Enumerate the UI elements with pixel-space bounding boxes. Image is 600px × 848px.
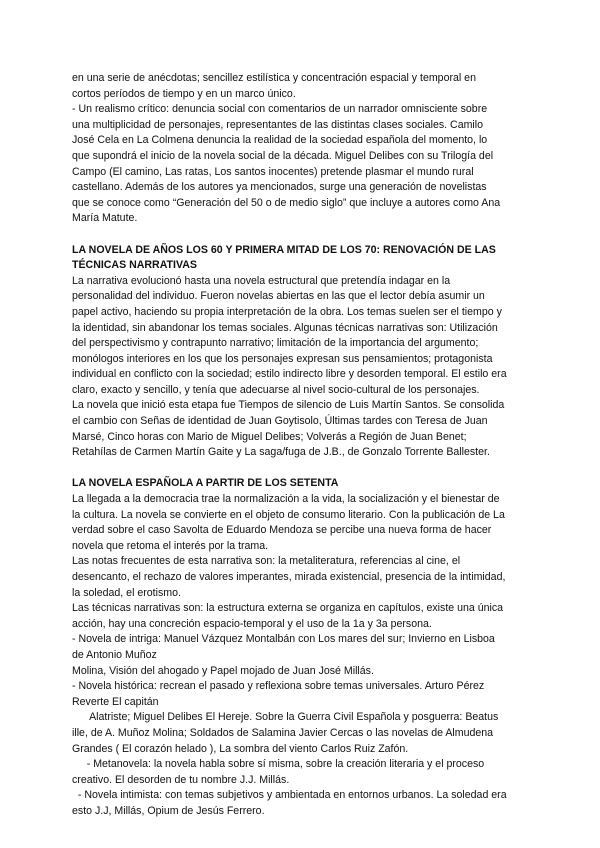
text-line: la soledad, el erotismo.	[72, 586, 181, 599]
section-spacer	[72, 461, 532, 477]
text-line: creativo. El desorden de tu nombre J.J. Millás.	[72, 773, 290, 786]
text-line: la identidad, sin abandonar los temas sociales. Algunas técnicas narrativas son: Utilización	[72, 321, 498, 334]
text-line: la cultura. La novela se convierte en el objeto de consumo literario. Con la publicación de La	[72, 508, 505, 521]
text-line: La llegada a la democracia trae la normalización a la vida, la socialización y el bienestar de	[72, 493, 500, 506]
text-line: cortos períodos de tiempo y en un marco único.	[72, 87, 296, 100]
text-line: papel activo, haciendo su propia interpretación de la obra. Los temas suelen ser el tiempo y	[72, 305, 502, 318]
text-line: Reverte El capitán	[72, 695, 159, 708]
text-line: - Novela de intriga: Manuel Vázquez Montalbán con Los mares del sur; Invierno en Lisboa	[72, 633, 495, 646]
text-line: José Cela en La Colmena denuncia la realidad de la sociedad española del momento, lo	[72, 134, 488, 147]
text-line: del perspectivismo y contrapunto narrativo; limitación de la importancia del argumento;	[72, 337, 479, 350]
text-line: novela que retoma el interés por la trama.	[72, 539, 269, 552]
text-line: personalidad del individuo. Fueron novelas abiertas en las que el lector debía asumir un	[72, 290, 485, 303]
document-page	[72, 71, 532, 820]
text-line: desencanto, el rechazo de valores imperantes, mirada existencial, presencia de la intimidad,	[72, 571, 506, 583]
text-line: verdad sobre el caso Savolta de Eduardo Mendoza se percibe una nueva forma de hacer	[72, 524, 492, 537]
text-line: el cambio con Señas de identidad de Juan Goytisolo, Últimas tardes con Teresa de Juan	[72, 415, 488, 428]
text-line: ille, de A. Muñoz Molina; Soldados de Salamina Javier Cercas o las novelas de Almudena	[72, 726, 494, 739]
section-heading: LA NOVELA DE AÑOS LOS 60 Y PRIMERA MITAD DE LOS 70: RENOVACIÓN DE LAS	[72, 243, 496, 256]
text-line: en una serie de anécdotas; sencillez estilística y concentración espacial y temporal en	[72, 72, 476, 84]
section-spacer	[72, 227, 532, 243]
text-line: María Matute.	[72, 212, 138, 225]
text-line: Alatriste; Miguel Delibes El Hereje. Sobre la Guerra Civil Española y posguerra: Beatus	[72, 711, 499, 724]
text-line: acción, hay una concreción espacio-temporal y el uso de la 1a y 3a persona.	[72, 617, 432, 630]
text-line: individual en conflicto con la sociedad; estilo indirecto libre y desorden temporal. El estilo era	[72, 368, 507, 381]
text-line: una multiplicidad de personajes, representantes de las distintas clases sociales. Camilo	[72, 118, 484, 131]
section-heading: LA NOVELA ESPAÑOLA A PARTIR DE LOS SETENTA	[72, 477, 339, 490]
text-line: La novela que inició esta etapa fue Tiempos de silencio de Luis Martín Santos. Se consolida	[72, 399, 505, 412]
section-heading: TÉCNICAS NARRATIVAS	[72, 259, 197, 272]
text-line: castellano. Además de los autores ya mencionados, surge una generación de novelistas	[72, 181, 487, 194]
text-line: esto J.J, Millás, Opium de Jesús Ferrero.	[72, 804, 265, 817]
text-line: monólogos interiores en los que los personajes expresan sus pensamientos; protagonista	[72, 352, 493, 365]
text-line: Campo (El camino, Las ratas, Los santos inocentes) pretende plasmar el mundo rural	[72, 165, 474, 178]
text-line: - Novela intimista: con temas subjetivos y ambientada en entornos urbanos. La soledad era	[72, 789, 507, 802]
text-line: Marsé, Cinco horas con Mario de Miguel Delibes; Volverás a Región de Juan Benet;	[72, 430, 467, 443]
text-line: Grandes ( El corazón helado ), La sombra del viento Carlos Ruiz Zafón.	[72, 742, 409, 755]
text-line: Retahílas de Carmen Martín Gaite y La saga/fuga de J.B., de Gonzalo Torrente Ballester.	[72, 446, 490, 459]
text-line: - Un realismo crítico: denuncia social con comentarios de un narrador omnisciente sobre	[72, 103, 488, 116]
text-line: que se conoce como “Generación del 50 o de medio siglo” que incluye a autores como Ana	[72, 196, 501, 209]
text-line: Las notas frecuentes de esta narrativa son: la metaliteratura, referencias al cine, el	[72, 555, 461, 568]
text-line: - Metanovela: la novela habla sobre sí misma, sobre la creación literaria y el proceso	[72, 758, 485, 771]
text-line: claro, exacto y sencillo, y tenía que adecuarse al nivel socio-cultural de los personajes.	[72, 383, 480, 396]
text-line: Molina, Visión del ahogado y Papel mojado de Juan José Millás.	[72, 664, 374, 677]
text-line: - Novela histórica: recrean el pasado y reflexiona sobre temas universales. Arturo Pérez	[72, 680, 485, 693]
text-line: que supondrá el inicio de la novela social de la década. Miguel Delibes con su Trilogía del	[72, 149, 494, 162]
text-line: La narrativa evolucionó hasta una novela estructural que pretendía indagar en la	[72, 274, 451, 287]
text-line: Las técnicas narrativas son: la estructura externa se organiza en capítulos, existe una única	[72, 602, 504, 615]
text-line: de Antonio Muñoz	[72, 648, 157, 661]
